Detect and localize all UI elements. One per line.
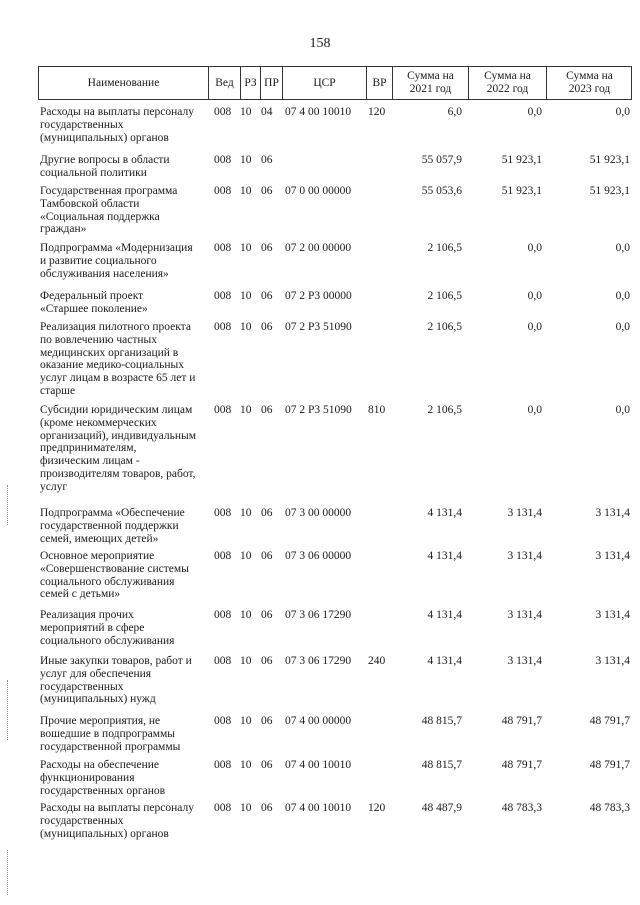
row-ved: 008 [214, 507, 232, 519]
row-ved: 008 [214, 609, 232, 621]
row-rz: 10 [240, 759, 252, 771]
header-rz: РЗ [240, 67, 260, 99]
row-sum-2023: 3 131,4 [595, 609, 630, 621]
header-sum-2023: Сумма на 2023 год [546, 67, 632, 99]
scan-margin-mark [7, 680, 10, 740]
row-sum-2023: 3 131,4 [595, 655, 630, 667]
row-sum-2023: 51 923,1 [589, 154, 630, 166]
row-name: Реализация пилотного проекта по вовлечению частных медицинских организаций в оказание медико-социальных услуг лицам в возрасте 65 лет и старше [40, 321, 196, 397]
row-sum-2022: 51 923,1 [501, 185, 542, 197]
row-rz: 10 [240, 242, 252, 254]
row-sum-2022: 3 131,4 [507, 655, 542, 667]
row-csr: 07 3 06 00000 [285, 550, 352, 562]
row-sum-2021: 48 487,9 [421, 802, 462, 814]
row-csr: 07 3 00 00000 [285, 507, 352, 519]
header-csr: ЦСР [282, 67, 366, 99]
row-sum-2022: 3 131,4 [507, 550, 542, 562]
row-ved: 008 [214, 106, 232, 118]
row-csr: 07 4 00 00000 [285, 715, 352, 727]
row-name: Иные закупки товаров, работ и услуг для обеспечения государственных (муниципальных) нужд [40, 655, 192, 706]
row-rz: 10 [240, 404, 252, 416]
scan-margin-mark [7, 850, 10, 895]
row-sum-2022: 51 923,1 [501, 154, 542, 166]
header-pr: ПР [260, 67, 282, 99]
row-csr: 07 2 P3 51090 [285, 404, 352, 416]
row-sum-2022: 0,0 [527, 290, 542, 302]
row-pr: 06 [261, 185, 273, 197]
row-sum-2023: 0,0 [615, 290, 630, 302]
row-name: Расходы на выплаты персоналу государственных (муниципальных) органов [40, 802, 194, 840]
row-ved: 008 [214, 321, 232, 333]
page-number: 158 [309, 36, 331, 51]
row-sum-2023: 48 791,7 [589, 759, 630, 771]
row-sum-2022: 0,0 [527, 242, 542, 254]
row-ved: 008 [214, 759, 232, 771]
header-vr: ВР [366, 67, 392, 99]
row-rz: 10 [240, 185, 252, 197]
row-ved: 008 [214, 185, 232, 197]
row-csr: 07 3 06 17290 [285, 609, 352, 621]
row-name: Подпрограмма «Модернизация и развитие социального обслуживания населения» [40, 242, 193, 280]
row-name: Расходы на выплаты персоналу государственных (муниципальных) органов [40, 106, 194, 144]
row-rz: 10 [240, 715, 252, 727]
row-pr: 06 [261, 321, 273, 333]
row-name: Реализация прочих мероприятий в сфере социального обслуживания [40, 609, 175, 647]
row-rz: 10 [240, 507, 252, 519]
row-pr: 06 [261, 715, 273, 727]
row-pr: 06 [261, 655, 273, 667]
header-name: Наименование [87, 76, 160, 89]
row-pr: 06 [261, 802, 273, 814]
row-sum-2023: 51 923,1 [589, 185, 630, 197]
row-sum-2023: 0,0 [615, 242, 630, 254]
header-ved: Вед [208, 67, 240, 99]
row-ved: 008 [214, 655, 232, 667]
row-sum-2021: 48 815,7 [421, 759, 462, 771]
row-ved: 008 [214, 154, 232, 166]
row-sum-2023: 3 131,4 [595, 550, 630, 562]
row-sum-2023: 48 791,7 [589, 715, 630, 727]
row-sum-2022: 48 791,7 [501, 759, 542, 771]
row-rz: 10 [240, 106, 252, 118]
row-sum-2022: 3 131,4 [507, 507, 542, 519]
row-rz: 10 [240, 321, 252, 333]
row-rz: 10 [240, 154, 252, 166]
row-rz: 10 [240, 609, 252, 621]
row-csr: 07 4 00 10010 [285, 802, 352, 814]
row-pr: 06 [261, 759, 273, 771]
row-sum-2023: 0,0 [615, 404, 630, 416]
row-name: Другие вопросы в области социальной политики [40, 154, 170, 179]
row-vr: 120 [368, 106, 386, 118]
row-sum-2021: 4 131,4 [427, 655, 462, 667]
row-sum-2022: 0,0 [527, 321, 542, 333]
row-sum-2022: 3 131,4 [507, 609, 542, 621]
row-sum-2021: 2 106,5 [427, 404, 462, 416]
row-sum-2021: 4 131,4 [427, 550, 462, 562]
row-pr: 06 [261, 507, 273, 519]
row-pr: 06 [261, 242, 273, 254]
row-sum-2021: 55 057,9 [421, 154, 462, 166]
row-name: Государственная программа Тамбовской области «Социальная поддержка граждан» [40, 185, 178, 236]
row-sum-2023: 48 783,3 [589, 802, 630, 814]
row-pr: 06 [261, 609, 273, 621]
row-ved: 008 [214, 550, 232, 562]
row-ved: 008 [214, 290, 232, 302]
row-sum-2023: 0,0 [615, 106, 630, 118]
row-sum-2021: 48 815,7 [421, 715, 462, 727]
row-ved: 008 [214, 802, 232, 814]
row-rz: 10 [240, 290, 252, 302]
row-rz: 10 [240, 550, 252, 562]
row-name: Прочие мероприятия, не вошедшие в подпрограммы государственной программы [40, 715, 181, 753]
row-sum-2021: 4 131,4 [427, 507, 462, 519]
row-name: Субсидии юридическим лицам (кроме некоммерческих организаций), индивидуальным предпринимателям, физическим лицам - производителям товаров, работ, услуг [40, 404, 197, 493]
row-name: Федеральный проект «Старшее поколение» [40, 290, 148, 315]
row-csr: 07 2 P3 51090 [285, 321, 352, 333]
row-name: Основное мероприятие «Совершенствование системы социального обслуживания семей с детьми» [40, 550, 189, 601]
row-ved: 008 [214, 715, 232, 727]
row-sum-2023: 3 131,4 [595, 507, 630, 519]
header-sum-2021: Сумма на 2021 год [392, 67, 468, 99]
row-sum-2022: 0,0 [527, 106, 542, 118]
scan-margin-mark [7, 485, 10, 525]
row-sum-2021: 4 131,4 [427, 609, 462, 621]
row-ved: 008 [214, 404, 232, 416]
row-name: Расходы на обеспечение функционирования государственных органов [40, 759, 166, 797]
row-vr: 240 [368, 655, 386, 667]
row-rz: 10 [240, 802, 252, 814]
row-pr: 06 [261, 290, 273, 302]
row-vr: 120 [368, 802, 386, 814]
row-pr: 06 [261, 154, 273, 166]
row-name: Подпрограмма «Обеспечение государственной поддержки семей, имеющих детей» [40, 507, 185, 545]
row-sum-2022: 48 791,7 [501, 715, 542, 727]
row-sum-2021: 6,0 [447, 106, 462, 118]
row-sum-2023: 0,0 [615, 321, 630, 333]
row-pr: 06 [261, 404, 273, 416]
row-csr: 07 2 00 00000 [285, 242, 352, 254]
row-csr: 07 4 00 10010 [285, 106, 352, 118]
header-sum-2022: Сумма на 2022 год [468, 67, 546, 99]
row-sum-2021: 55 053,6 [421, 185, 462, 197]
row-sum-2022: 48 783,3 [501, 802, 542, 814]
row-csr: 07 0 00 00000 [285, 185, 352, 197]
row-csr: 07 2 P3 00000 [285, 290, 352, 302]
row-pr: 06 [261, 550, 273, 562]
row-vr: 810 [368, 404, 386, 416]
row-sum-2021: 2 106,5 [427, 321, 462, 333]
row-csr: 07 4 00 10010 [285, 759, 352, 771]
row-sum-2022: 0,0 [527, 404, 542, 416]
table-header [38, 66, 632, 100]
row-sum-2021: 2 106,5 [427, 290, 462, 302]
row-rz: 10 [240, 655, 252, 667]
row-ved: 008 [214, 242, 232, 254]
row-sum-2021: 2 106,5 [427, 242, 462, 254]
row-pr: 04 [261, 106, 273, 118]
row-csr: 07 3 06 17290 [285, 655, 352, 667]
